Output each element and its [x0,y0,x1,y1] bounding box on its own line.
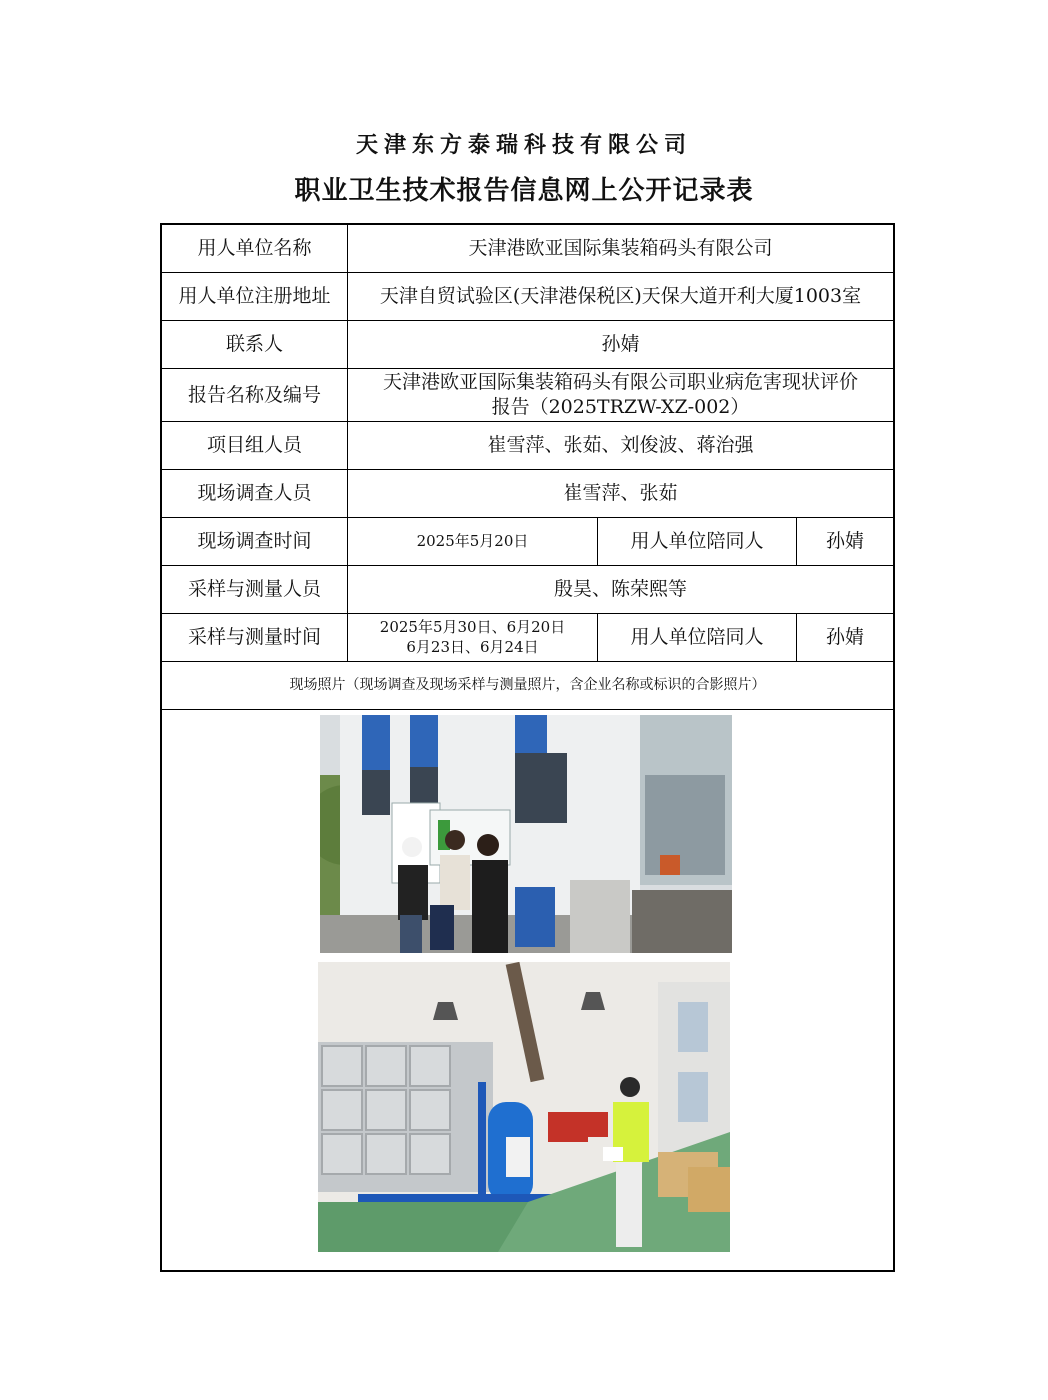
contact-label: 联系人 [162,321,348,368]
report-value-line2: 报告（2025TRZW-XZ-002） [491,396,750,418]
company-name: 天津东方泰瑞科技有限公司 [355,132,692,158]
address-label: 用人单位注册地址 [162,273,348,320]
photo-caption: 现场照片（现场调查及现场采样与测量照片，含企业名称或标识的合影照片） [289,677,766,694]
survey-staff-value: 崔雪萍、张茹 [563,482,678,505]
site-group-photo [320,715,732,953]
survey-time-label: 现场调查时间 [162,518,348,565]
pump-room-photo-image [318,962,730,1252]
contact-value: 孙婧 [601,333,640,356]
sampling-companion-value: 孙婧 [825,626,864,649]
pump-room-photo [318,962,730,1252]
employer-value: 天津港欧亚国际集装箱码头有限公司 [468,237,773,260]
table-row [162,518,893,566]
survey-time-value: 2025年5月20日 [348,518,598,565]
sampling-time-line1: 2025年5月30日、6月20日 [379,618,566,636]
sampling-companion-label: 用人单位陪同人 [598,614,797,661]
address-value: 天津自贸试验区(天津港保税区)天保大道开利大厦1003室 [379,285,862,308]
table-row [162,470,893,518]
employer-label: 用人单位名称 [162,225,348,272]
table-row [162,225,893,273]
sampling-staff-label: 采样与测量人员 [162,566,348,613]
survey-companion-label: 用人单位陪同人 [598,518,797,565]
document-title: 职业卫生技术报告信息网上公开记录表 [294,176,754,206]
table-row [162,614,893,662]
sampling-time-label: 采样与测量时间 [162,614,348,661]
sampling-time-value [348,614,598,661]
table-row [162,321,893,369]
report-value-line1: 天津港欧亚国际集装箱码头有限公司职业病危害现状评价 [382,371,858,394]
survey-staff-label: 现场调查人员 [162,470,348,517]
table-row [162,662,893,710]
team-label: 项目组人员 [162,422,348,469]
sampling-time-line2: 6月23日、6月24日 [406,637,539,656]
report-label: 报告名称及编号 [162,369,348,421]
team-value: 崔雪萍、张茹、刘俊波、蒋治强 [487,434,754,457]
table-row [162,273,893,321]
table-row [162,566,893,614]
sampling-staff-value: 殷昊、陈荣熙等 [553,578,687,601]
table-row [162,369,893,422]
survey-companion-value: 孙婧 [825,530,864,553]
report-value [348,369,893,421]
site-group-photo-image [320,715,732,953]
table-row [162,422,893,470]
